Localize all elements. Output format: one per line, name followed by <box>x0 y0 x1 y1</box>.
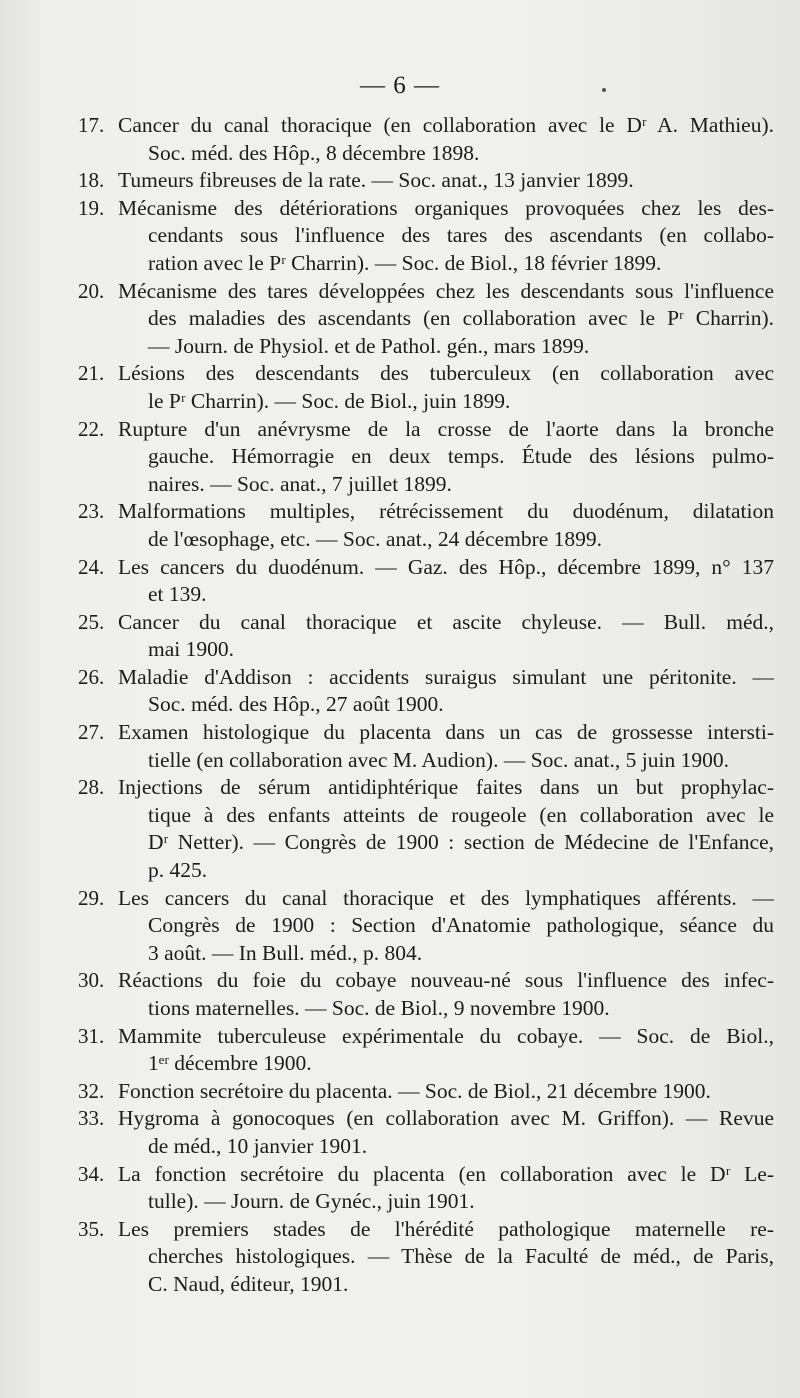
entry-line: et 139. <box>148 582 207 607</box>
entry-number: 20. <box>78 278 105 303</box>
entry-line: cendants sous l'influence des tares des ascendants (en collabo- <box>148 223 774 248</box>
entry-line: tielle (en collaboration avec M. Audion). — Soc. anat., 5 juin 1900. <box>148 747 729 772</box>
entry-number: 35. <box>78 1216 105 1241</box>
entry-line: tulle). — Journ. de Gynéc., juin 1901. <box>148 1189 475 1214</box>
page-number: — 6 — <box>360 72 440 99</box>
bibliography-entry <box>78 609 774 664</box>
entry-line: le Pʳ Charrin). — Soc. de Biol., juin 1899. <box>148 388 511 413</box>
bibliography-entry <box>78 664 774 719</box>
entry-line: — Journ. de Physiol. et de Pathol. gén., mars 1899. <box>148 333 590 358</box>
entry-number: 17. <box>78 113 105 137</box>
entry-line: gauche. Hémorragie en deux temps. Étude des lésions pulmo- <box>148 444 774 469</box>
entry-line: Les cancers du duodénum. — Gaz. des Hôp., décembre 1899, n° 137 <box>118 554 774 579</box>
bibliography-entry <box>78 278 774 361</box>
bibliography-entry <box>78 885 774 968</box>
entry-line: Mécanisme des détériorations organiques provoquées chez les des- <box>118 195 774 220</box>
entry-line: Malformations multiples, rétrécissement du duodénum, dilatation <box>118 499 774 524</box>
bibliography-entry <box>78 554 774 609</box>
entry-line: naires. — Soc. anat., 7 juillet 1899. <box>148 471 452 496</box>
entry-line: Lésions des descendants des tuberculeux (en collaboration avec <box>118 361 774 386</box>
entry-number: 34. <box>78 1161 105 1186</box>
entry-line: Examen histologique du placenta dans un cas de grossesse intersti- <box>118 720 774 745</box>
entry-number: 26. <box>78 664 105 689</box>
entry-number: 33. <box>78 1106 105 1131</box>
entry-line: C. Naud, éditeur, 1901. <box>148 1271 349 1296</box>
entry-line: Réactions du foie du cobaye nouveau-né sous l'influence des infec- <box>118 968 774 993</box>
entry-number: 31. <box>78 1023 105 1048</box>
entry-number: 30. <box>78 968 105 993</box>
entry-line: Soc. méd. des Hôp., 27 août 1900. <box>148 692 444 717</box>
entry-line: Dʳ Netter). — Congrès de 1900 : section de Médecine de l'Enfance, <box>148 830 774 855</box>
entry-line: 3 août. — In Bull. méd., p. 804. <box>148 940 423 965</box>
entry-number: 28. <box>78 775 105 800</box>
entry-line: mai 1900. <box>148 637 234 662</box>
print-speck <box>602 88 606 92</box>
entry-line: Hygroma à gonocoques (en collaboration avec M. Griffon). — Revue <box>118 1106 774 1131</box>
bibliography-entry <box>78 360 774 415</box>
entry-number: 21. <box>78 361 105 386</box>
entry-line: Injections de sérum antidiphtérique faites dans un but prophylac- <box>118 775 774 800</box>
entry-number: 24. <box>78 554 105 579</box>
bibliography-entry <box>78 167 774 195</box>
entry-number: 19. <box>78 195 105 220</box>
entry-line: des maladies des ascendants (en collaboration avec le Pʳ Charrin). <box>148 306 774 331</box>
bibliography-entry <box>78 112 774 167</box>
entry-number: 23. <box>78 499 105 524</box>
entry-line: Fonction secrétoire du placenta. — Soc. de Biol., 21 décembre 1900. <box>118 1078 711 1103</box>
entry-line: La fonction secrétoire du placenta (en collaboration avec le Dʳ Le- <box>118 1161 774 1186</box>
entry-line: 1ᵉʳ décembre 1900. <box>148 1051 312 1076</box>
bibliography-entry <box>78 1023 774 1078</box>
entry-line: ration avec le Pʳ Charrin). — Soc. de Biol., 18 février 1899. <box>148 250 662 275</box>
bibliography-entry <box>78 774 774 884</box>
entry-line: Soc. méd. des Hôp., 8 décembre 1898. <box>148 140 480 165</box>
entry-line: tions maternelles. — Soc. de Biol., 9 novembre 1900. <box>148 996 610 1020</box>
entry-line: de l'œsophage, etc. — Soc. anat., 24 décembre 1899. <box>148 526 603 551</box>
bibliography-entry <box>78 1078 774 1106</box>
bibliography-entry <box>78 719 774 774</box>
entry-line: Congrès de 1900 : Section d'Anatomie pathologique, séance du <box>148 913 774 938</box>
entry-number: 18. <box>78 168 105 193</box>
bibliography-entry <box>78 195 774 278</box>
entry-number: 25. <box>78 609 105 634</box>
entry-line: Mécanisme des tares développées chez les descendants sous l'influence <box>118 278 774 303</box>
entry-line: Maladie d'Addison : accidents suraigus simulant une péritonite. — <box>118 664 774 689</box>
entry-line: Rupture d'un anévrysme de la crosse de l'aorte dans la bronche <box>118 416 774 441</box>
entry-line: Les premiers stades de l'hérédité pathologique maternelle re- <box>118 1216 774 1241</box>
entry-line: p. 425. <box>148 858 208 883</box>
bibliography-entry <box>78 1161 774 1216</box>
entry-line: Mammite tuberculeuse expérimentale du cobaye. — Soc. de Biol., <box>118 1023 774 1048</box>
bibliography-entry <box>78 416 774 499</box>
bibliography-list <box>78 112 774 1299</box>
entry-number: 32. <box>78 1078 105 1103</box>
entry-line: cherches histologiques. — Thèse de la Faculté de méd., de Paris, <box>148 1244 774 1269</box>
entry-line: Cancer du canal thoracique et ascite chyleuse. — Bull. méd., <box>118 609 774 634</box>
bibliography-entry <box>78 1216 774 1299</box>
entry-number: 22. <box>78 416 105 441</box>
entry-line: tique à des enfants atteints de rougeole (en collaboration avec le <box>148 802 774 827</box>
entry-line: Tumeurs fibreuses de la rate. — Soc. anat., 13 janvier 1899. <box>118 168 634 193</box>
entry-line: Cancer du canal thoracique (en collaboration avec le Dʳ A. Mathieu). <box>118 113 774 137</box>
bibliography-entry <box>78 498 774 553</box>
entry-number: 27. <box>78 720 105 745</box>
bibliography-entry <box>78 1105 774 1160</box>
entry-line: de méd., 10 janvier 1901. <box>148 1133 368 1158</box>
entry-line: Les cancers du canal thoracique et des lymphatiques afférents. — <box>118 885 774 910</box>
entry-number: 29. <box>78 885 105 910</box>
bibliography-entry <box>78 967 774 1022</box>
